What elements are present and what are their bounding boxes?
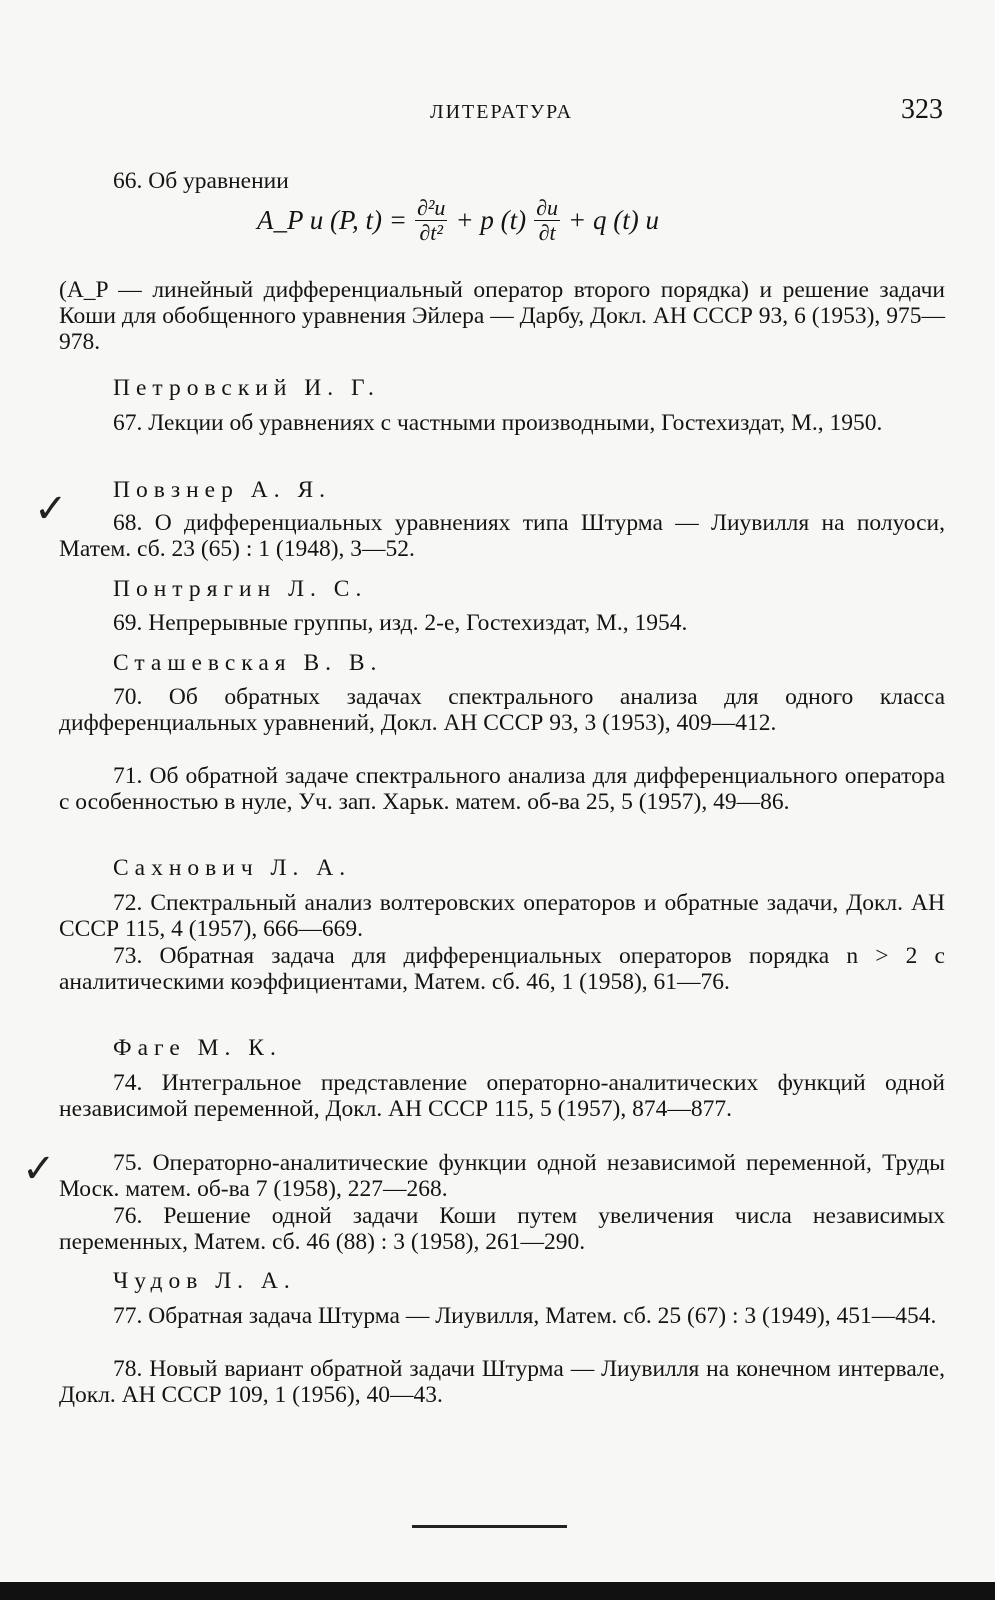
page-number: 323 bbox=[901, 94, 943, 125]
entry-73: 73. Обратная задача для дифференциальных операторов порядка n > 2 с аналитическими коэффициентами, Матем. сб. 46, 1 (1958), 61—76. bbox=[59, 943, 945, 995]
second-derivative-fraction: $\frac{\text{∂²u}}{\text{∂t²}}$ bbox=[416, 195, 446, 245]
author-petrovsky: Петровский И. Г. bbox=[113, 375, 380, 401]
section-end-rule bbox=[412, 1525, 567, 1528]
equation-lhs: A_P u (P, t) = bbox=[257, 205, 407, 235]
author-sakhnovich: Сахнович Л. А. bbox=[113, 855, 352, 881]
entry-69: 69. Непрерывные группы, изд. 2-е, Гостехиздат, М., 1954. bbox=[113, 610, 688, 636]
entry-75: 75. Операторно-аналитические функции одной независимой переменной, Труды Моск. матем. об-ва 7 (1958), 227—268. bbox=[59, 1150, 945, 1202]
author-fage: Фаге М. К. bbox=[113, 1035, 282, 1061]
entry-66-body: (A_P — линейный дифференциальный оператор второго порядка) и решение задачи Коши для обобщенного уравнения Эйлера — Дарбу, Докл. АН СССР 93, 6 (1953), 975—978. bbox=[59, 277, 945, 355]
author-povzner: Повзнер А. Я. bbox=[113, 477, 332, 503]
scan-edge bbox=[0, 1582, 995, 1600]
entry-70: 70. Об обратных задачах спектрального анализа для одного класса дифференциальных уравнений, Докл. АН СССР 93, 3 (1953), 409—412. bbox=[59, 684, 945, 736]
entry-76: 76. Решение одной задачи Коши путем увеличения числа независимых переменных, Матем. сб. 46 (88) : 3 (1958), 261—290. bbox=[59, 1203, 945, 1255]
entry-74: 74. Интегральное представление операторно-аналитических функций одной независимой переменной, Докл. АН СССР 115, 5 (1957), 874—877. bbox=[59, 1070, 945, 1122]
equation-q-term: + q (t) u bbox=[568, 205, 659, 235]
entry-67: 67. Лекции об уравнениях с частными производными, Гостехиздат, М., 1950. bbox=[113, 410, 883, 436]
entry-72: 72. Спектральный анализ волтеровских операторов и обратные задачи, Докл. АН СССР 115, 4 (1957), 666—669. bbox=[59, 890, 945, 942]
author-stashevskaya: Сташевская В. В. bbox=[113, 650, 383, 676]
entry-77: 77. Обратная задача Штурма — Лиувилля, Матем. сб. 25 (67) : 3 (1949), 451—454. bbox=[113, 1303, 937, 1329]
first-derivative-fraction: $\frac{\partial u}{\partial t}$ bbox=[536, 195, 559, 245]
author-chudov: Чудов Л. А. bbox=[113, 1268, 296, 1294]
running-header: ЛИТЕРАТУРА bbox=[430, 101, 574, 123]
checkmark-icon: ✓ bbox=[34, 486, 68, 532]
entry-78: 78. Новый вариант обратной задачи Штурма — Лиувилля на конечном интервале, Докл. АН СССР 109, 1 (1956), 40—43. bbox=[59, 1356, 945, 1408]
equation-p-term: + p (t) bbox=[455, 205, 527, 235]
entry-66-heading: 66. Об уравнении bbox=[113, 168, 289, 194]
equation bbox=[255, 196, 661, 245]
entry-68: 68. О дифференциальных уравнениях типа Штурма — Лиувилля на полуоси, Матем. сб. 23 (65) : 1 (1948), 3—52. bbox=[59, 510, 945, 562]
entry-71: 71. Об обратной задаче спектрального анализа для дифференциального оператора с особенностью в нуле, Уч. зап. Харьк. матем. об-ва 25, 5 (1957), 49—86. bbox=[59, 763, 945, 815]
checkmark-icon: ✓ bbox=[22, 1146, 56, 1192]
author-pontryagin: Понтрягин Л. С. bbox=[113, 576, 368, 602]
